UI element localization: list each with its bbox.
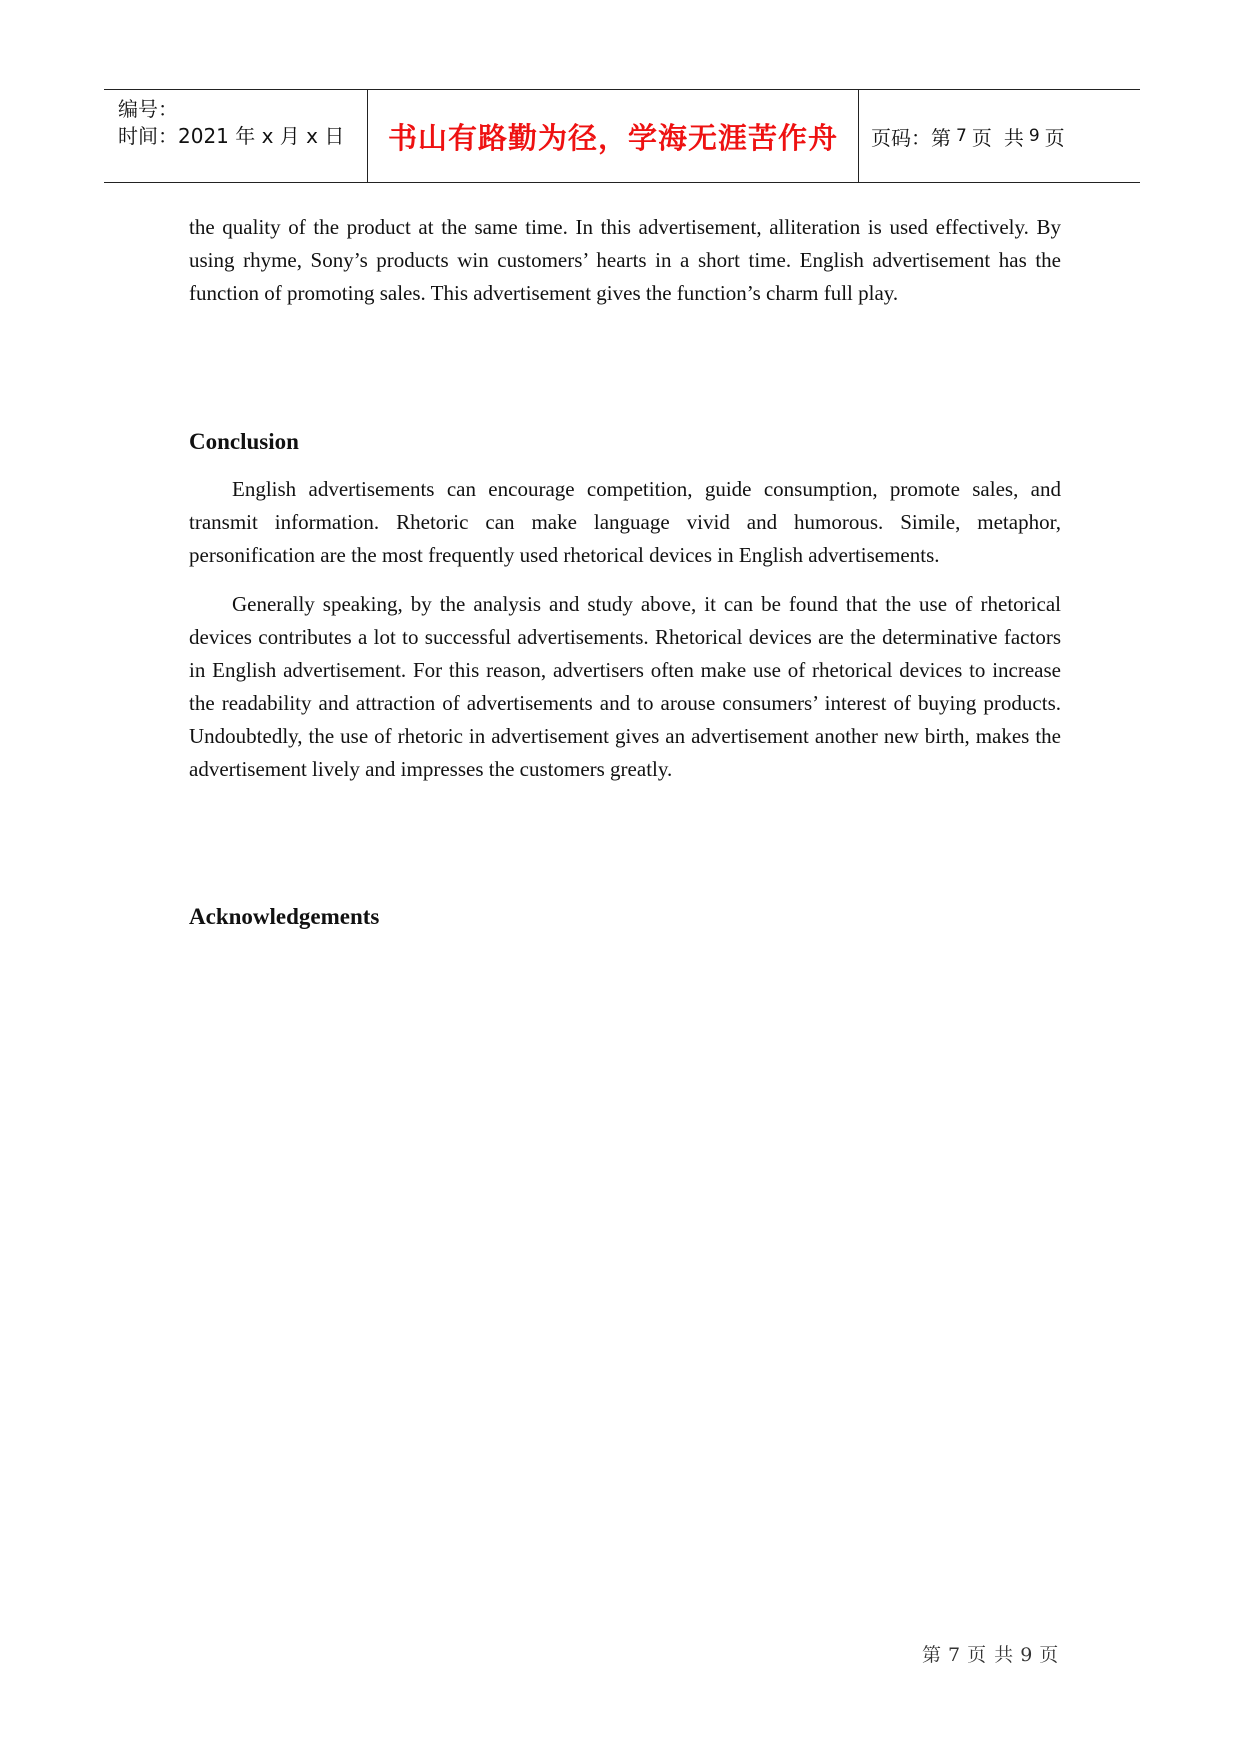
continued-paragraph-block [189,211,1061,310]
document-date-label: 时间：2021 年 x 月 x 日 [118,124,345,148]
header-page-total: 9 [1028,126,1040,146]
footer-page-current: 7 [948,1644,962,1666]
conclusion-section [189,427,1061,457]
header-page-prefix: 页码：第 [871,125,951,150]
document-number-label: 编号： [118,97,178,121]
body-paragraph: Generally speaking, by the analysis and study above, it can be found that the use of rhetorical devices contributes a lot to successful advertisements. Rhetorical devices are the determinative factors in English advertisement. For this reason, advertisers often make use of rhetorical devices to increase the readability and attraction of advertisements and to arouse consumers’ interest of buying products. Undoubtedly, the use of rhetoric in advertisement gives an advertisement another new birth, makes the advertisement lively and impresses the customers greatly. [189,592,1061,781]
header-meta-cell [104,90,368,182]
body-paragraph: English advertisements can encourage competition, guide consumption, promote sales, and transmit information. Rhetoric can make language vivid and humorous. Simile, metaphor, personification are the most frequently used rhetorical devices in English advertisements. [189,477,1061,567]
footer-page-total: 9 [1020,1644,1034,1666]
header-motto: 书山有路勤为径，学海无涯苦作舟 [368,90,859,182]
header-page-total-prefix: 共 [1003,125,1024,150]
section-heading-conclusion: Conclusion [189,429,299,454]
footer-total-prefix: 共 [994,1644,1015,1666]
section-heading-acknowledgements: Acknowledgements [189,904,380,929]
header-page-total-unit: 页 [1044,125,1065,150]
header-page-unit: 页 [971,125,992,150]
footer-prefix: 第 [922,1644,943,1666]
footer-unit: 页 [967,1644,988,1666]
page-footer-number [922,1640,1059,1667]
body-paragraph: the quality of the product at the same time. In this advertisement, alliteration is used effectively. By using rhyme, Sony’s products win customers’ hearts in a short time. English advertisement has the function of promoting sales. This advertisement gives the function’s charm full play. [189,215,1061,305]
header-page-current: 7 [956,126,967,146]
page-header-table [104,89,1140,183]
footer-total-unit: 页 [1039,1644,1060,1666]
header-page-indicator [859,90,1140,182]
conclusion-paragraph-1-block [189,473,1061,572]
acknowledgements-section [189,902,1061,932]
conclusion-paragraph-2-block [189,588,1061,786]
